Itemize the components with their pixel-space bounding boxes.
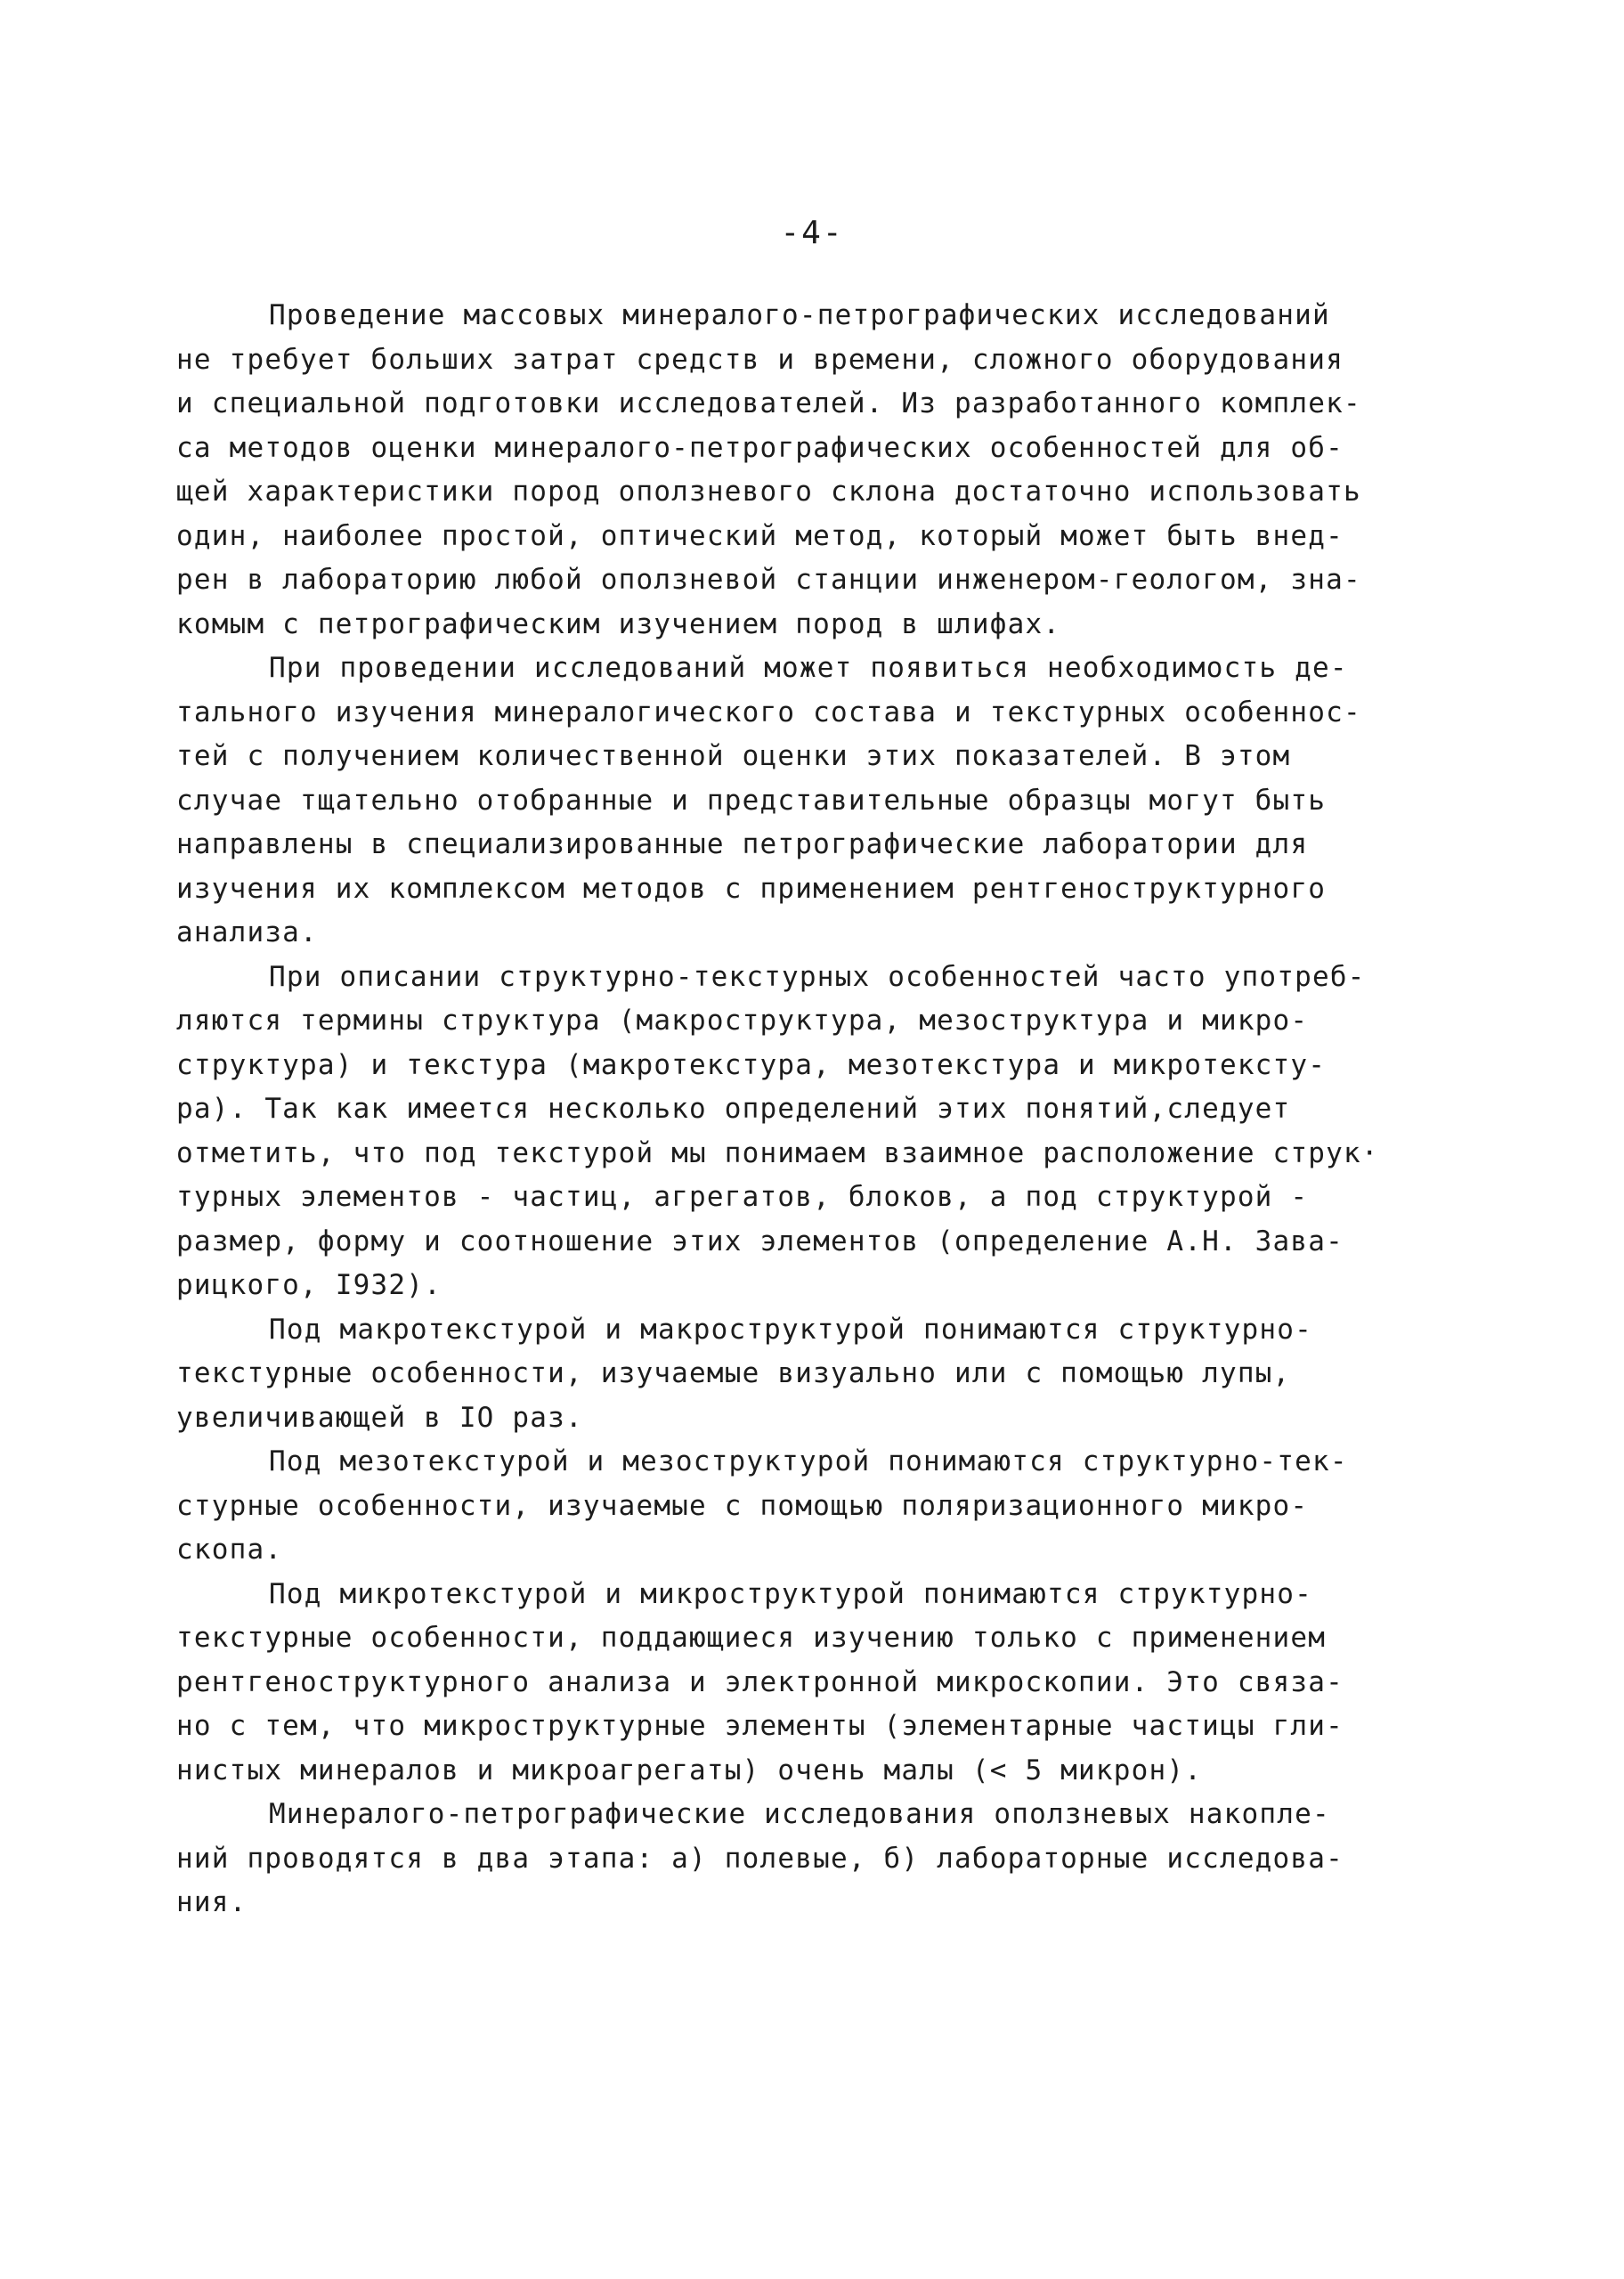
text-line: щей характеристики пород оползневого склона достаточно использовать — [176, 476, 1361, 508]
paragraph-first-line: Под мезотекстурой и мезоструктурой понимаются структурно-тек- — [269, 1445, 1348, 1477]
text-line: скопа. — [176, 1534, 283, 1566]
paragraph-first-line: Проведение массовых минералого-петрографических исследований — [269, 299, 1330, 331]
text-line: анализа. — [176, 916, 318, 948]
paragraph-first-line: Под макротекстурой и макроструктурой понимаются структурно- — [269, 1313, 1312, 1346]
text-line: ния. — [176, 1886, 248, 1918]
text-line: стурные особенности, изучаемые с помощью поляризационного микро- — [176, 1489, 1309, 1522]
text-line: ляются термины структура (макроструктура, мезоструктура и микро- — [176, 1005, 1309, 1037]
text-line: отметить, что под текстурой мы понимаем взаимное расположение струк· — [176, 1136, 1379, 1169]
text-line: текстурные особенности, поддающиеся изучению только с применением — [176, 1622, 1327, 1654]
text-line: рентгеноструктурного анализа и электронной микроскопии. Это связа- — [176, 1665, 1344, 1698]
text-line: структура) и текстура (макротекстура, мезотекстура и микротексту- — [176, 1048, 1327, 1081]
text-line: комым с петрографическим изучением пород в шлифах. — [176, 607, 1061, 640]
text-line: и специальной подготовки исследователей. Из разработанного комплек- — [176, 387, 1361, 419]
text-line: тального изучения минералогического состава и текстурных особеннос- — [176, 696, 1361, 728]
text-line: но с тем, что микроструктурные элементы (элементарные частицы гли- — [176, 1710, 1344, 1742]
text-line: нистых минералов и микроагрегаты) очень малы (< 5 микрон). — [176, 1754, 1203, 1787]
text-line: текстурные особенности, изучаемые визуально или с помощью лупы, — [176, 1357, 1291, 1389]
paragraph-first-line: Под микротекстурой и микроструктурой понимаются структурно- — [269, 1577, 1312, 1610]
text-line: размер, форму и соотношение этих элементов (определение А.Н. Зава- — [176, 1225, 1344, 1258]
text-line: ра). Так как имеется несколько определений этих понятий,следует — [176, 1093, 1291, 1125]
text-line: са методов оценки минералого-петрографических особенностей для об- — [176, 431, 1344, 464]
text-line: один, наиболее простой, оптический метод, который может быть внед- — [176, 519, 1344, 552]
text-line: тей с получением количественной оценки этих показателей. В этом — [176, 740, 1291, 772]
text-line: случае тщательно отобранные и представительные образцы могут быть — [176, 784, 1327, 817]
body-text — [176, 294, 1449, 1925]
text-line: турных элементов - частиц, агрегатов, блоков, а под структурой - — [176, 1181, 1309, 1213]
text-line: направлены в специализированные петрографические лаборатории для — [176, 828, 1309, 860]
text-line: не требует больших затрат средств и времени, сложного оборудования — [176, 343, 1344, 376]
text-line: увеличивающей в IO раз. — [176, 1401, 583, 1434]
paragraph-first-line: При проведении исследований может появиться необходимость де- — [269, 652, 1348, 684]
text-line: рицкого, I932). — [176, 1269, 442, 1301]
text-line: рен в лабораторию любой оползневой станции инженером-геологом, зна- — [176, 564, 1361, 596]
page-number: -4- — [780, 215, 844, 251]
paragraph-first-line: При описании структурно-текстурных особенностей часто употреб- — [269, 960, 1366, 993]
paragraph-first-line: Минералого-петрографические исследования оползневых накопле- — [269, 1798, 1330, 1830]
text-line: ний проводятся в два этапа: а) полевые, б) лабораторные исследова- — [176, 1842, 1344, 1875]
text-line: изучения их комплексом методов с применением рентгеноструктурного — [176, 872, 1327, 905]
